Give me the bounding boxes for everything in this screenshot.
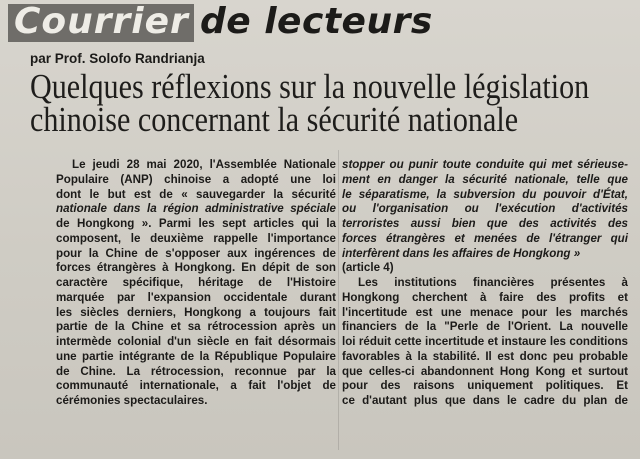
text-line: dont le but est de « sauvegarder la sécurité xyxy=(56,187,336,201)
text-line: stopper ou punir toute conduite qui met sérieuse- xyxy=(342,158,628,171)
headline-line-2: chinoise concernant la sécurité nationale xyxy=(30,100,519,139)
rubric-title-de-lecteurs: de lecteurs xyxy=(200,1,433,42)
text-line: nationale dans la région administrative spéciale xyxy=(56,202,336,216)
text-line: pour des raisons uniquement politiques. Et xyxy=(342,379,628,393)
text-line: (article 4) xyxy=(342,261,394,275)
text-line: partie de la Chine et sa rétrocession après un xyxy=(56,320,336,334)
text-line: cérémonies spectaculaires. xyxy=(56,394,208,407)
text-line: de Chine. La rétrocession, reconnue par la xyxy=(56,364,336,378)
text-line: interfèrent dans les affaires de Hongkong » xyxy=(342,246,581,260)
text-line: Le jeudi 28 mai 2020, l'Assemblée Nationale xyxy=(72,158,336,171)
text-line: favorables à la stabilité. Il est donc peu probable xyxy=(342,349,628,363)
rubric-title-courrier: Courrier xyxy=(14,1,189,42)
text-line: Populaire (ANP) chinoise a adopté une loi xyxy=(56,172,336,186)
byline: par Prof. Solofo Randrianja xyxy=(30,51,205,66)
column-divider xyxy=(338,150,339,450)
text-line: ou l'organisation ou l'exécution d'activités xyxy=(342,202,628,216)
text-line: pour la Chine de s'opposer aux ingérences de xyxy=(56,246,336,260)
text-line: le séparatisme, la subversion du pouvoir d'État, xyxy=(342,187,628,201)
text-line: forces étrangères à Hongkong. En dépit de son xyxy=(56,261,336,275)
text-line: de Hongkong ». Parmi les sept articles qui la xyxy=(56,217,336,230)
text-line: l'incertitude est une menace pour les marchés xyxy=(342,305,628,319)
article-column-left xyxy=(56,158,336,409)
text-line: ment en danger la sécurité nationale, telle que xyxy=(342,172,628,186)
text-line: caractère spécifique, héritage de l'Histoire xyxy=(56,276,336,289)
rubric-header xyxy=(0,0,640,46)
text-line: marquée par l'expansion occidentale durant xyxy=(56,290,336,304)
text-line: les siècles derniers, Hongkong a toujours fait xyxy=(56,305,336,319)
text-line: loi réduit cette incertitude et instaure les conditions xyxy=(342,335,628,348)
text-line: forces étrangères et menées de l'étranger qui xyxy=(342,231,628,245)
headline-line-1: Quelques réflexions sur la nouvelle législation xyxy=(30,67,590,106)
text-line: ce d'autant plus que dans le cadre du plan de xyxy=(342,394,628,407)
text-line: une partie intégrante de la République Populaire xyxy=(56,349,336,363)
text-line: terroristes aussi bien que des activités des xyxy=(342,217,628,230)
text-line: communauté internationale, a fait l'objet de xyxy=(56,379,336,393)
text-line: que celles-ci abandonnent Hong Kong et surtout xyxy=(342,364,628,378)
text-line: intermède colonial d'un siècle en fait désormais xyxy=(56,335,336,348)
text-line: Hongkong cherchent à faire des profits et xyxy=(342,290,628,304)
article-column-right xyxy=(342,158,628,409)
article-headline xyxy=(30,67,590,139)
text-line: financiers de la "Perle de l'Orient. La nouvelle xyxy=(342,320,628,334)
text-line: Les institutions financières présentes à xyxy=(358,276,628,289)
text-line: composent, le deuxième rappelle l'importance xyxy=(56,231,336,245)
